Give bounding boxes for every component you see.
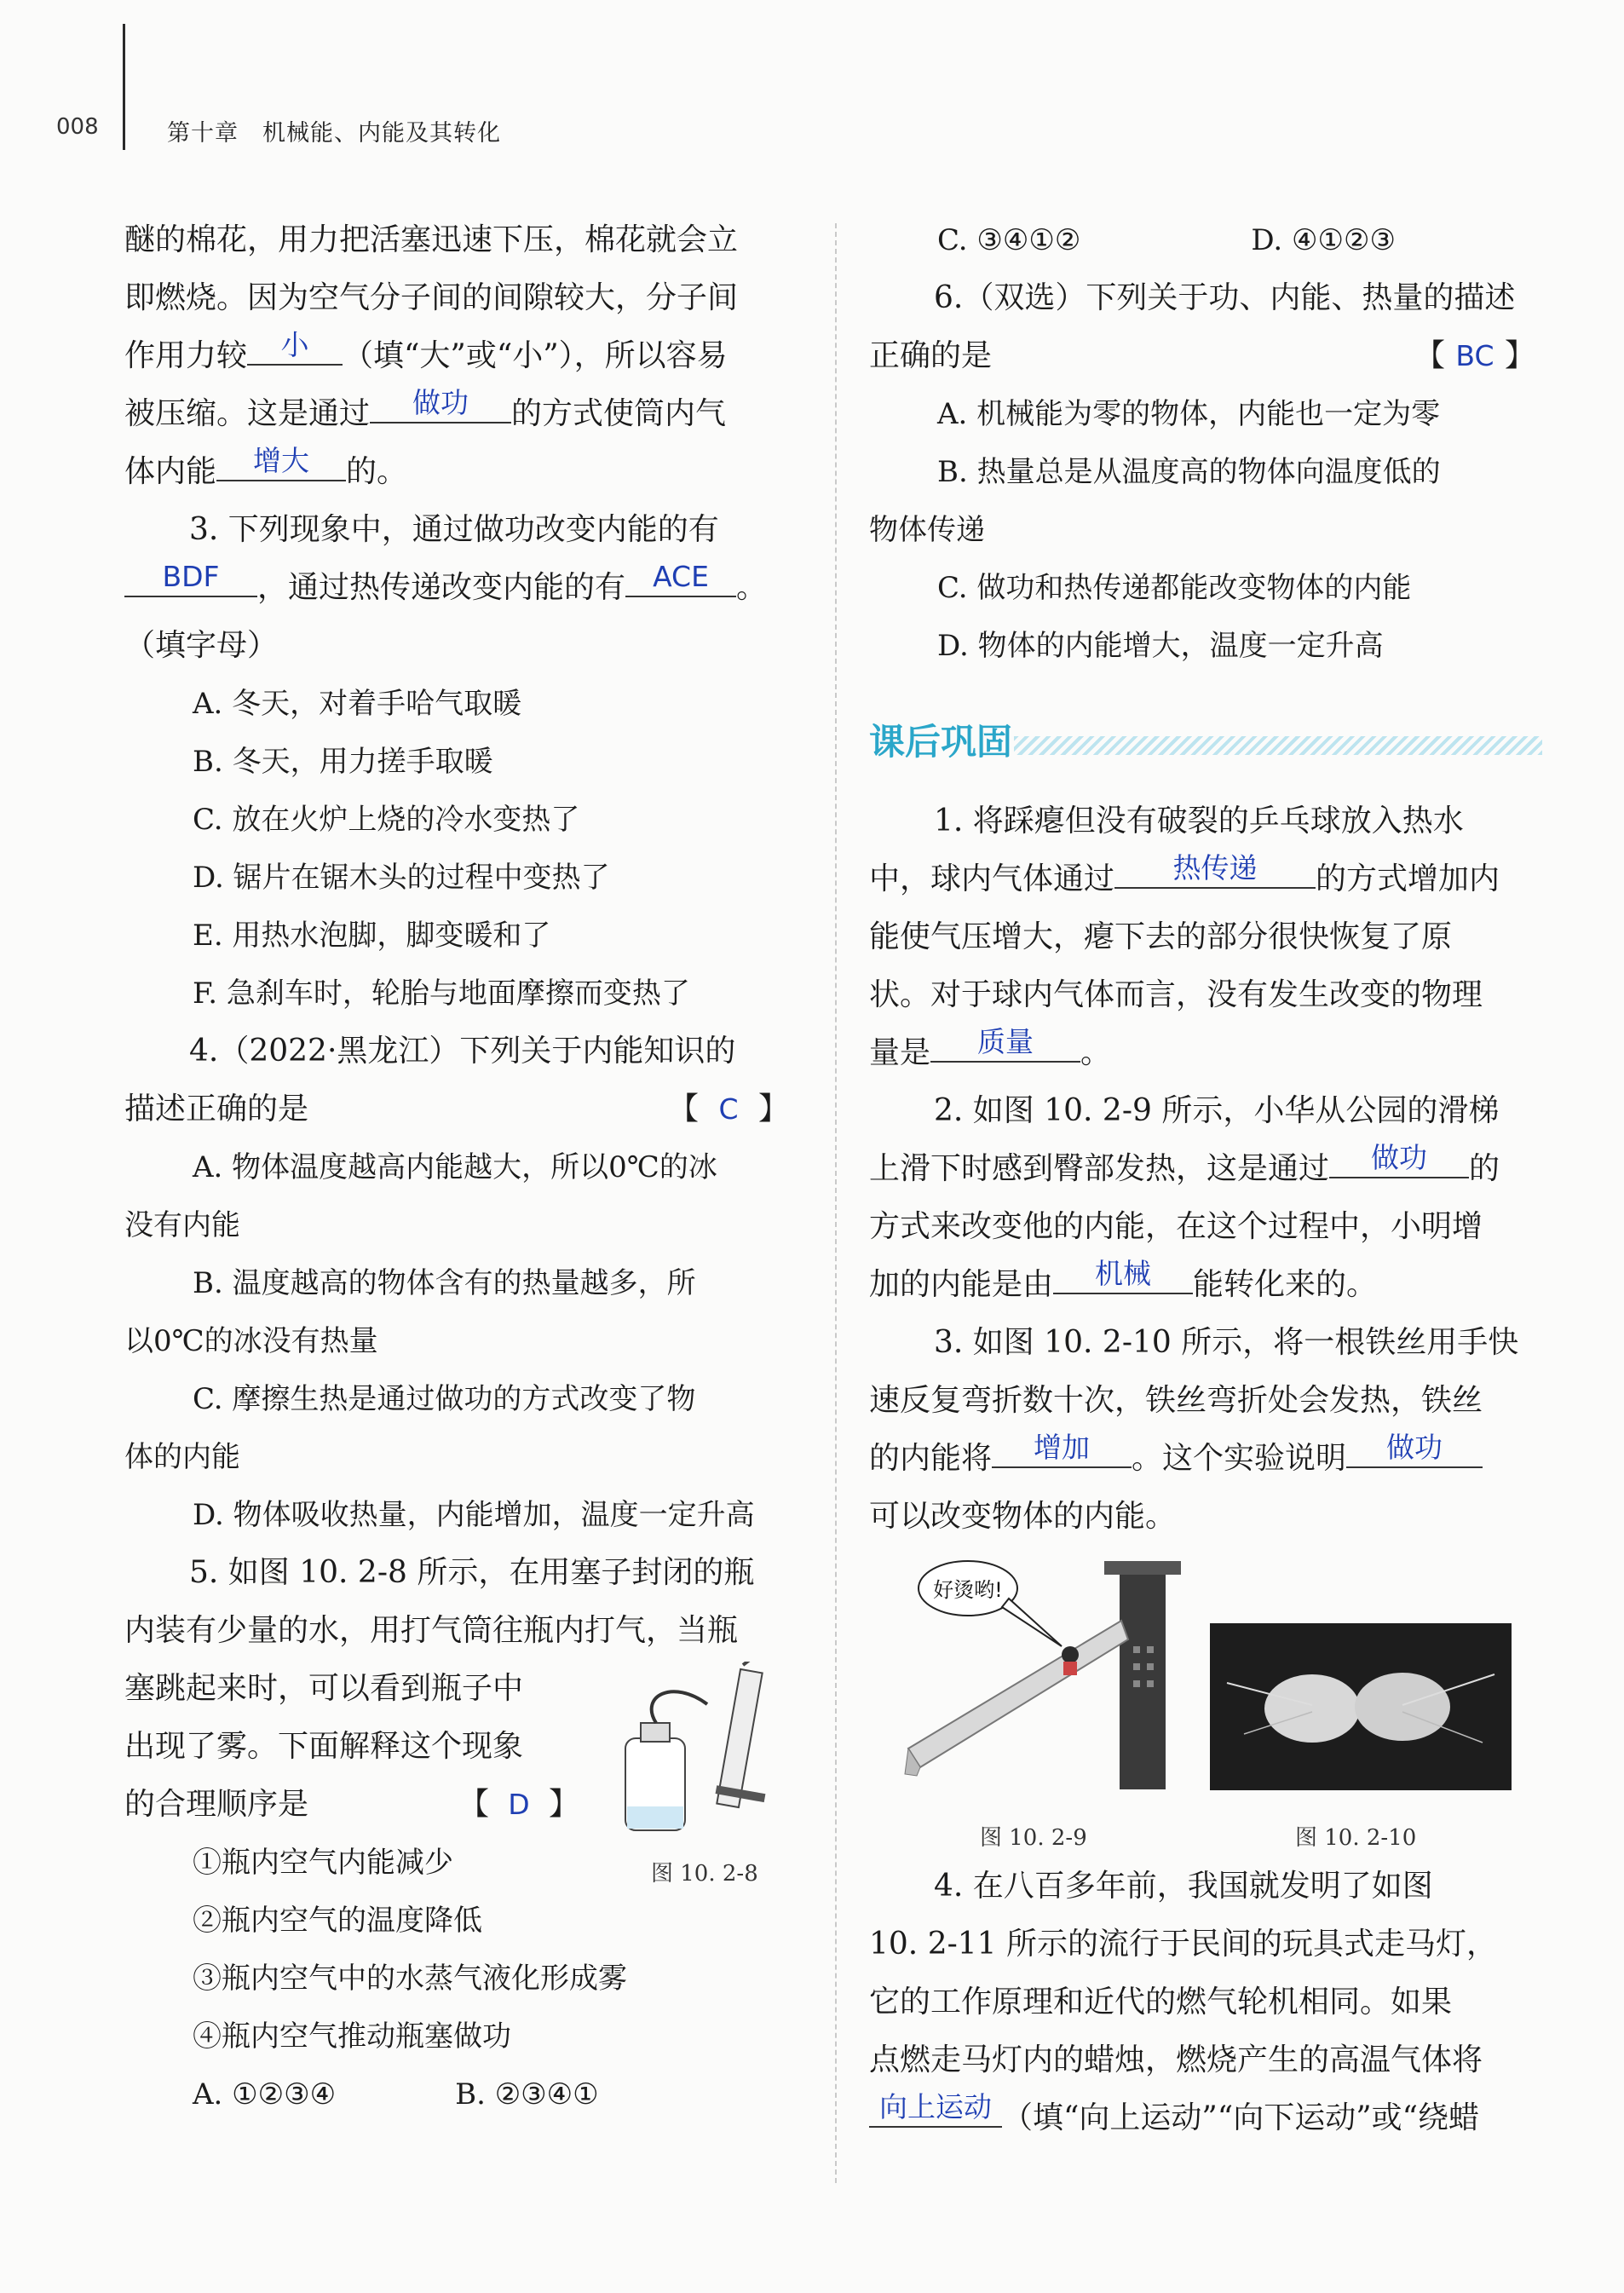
answer-text: 增加 (1034, 1431, 1091, 1464)
answer-blank (370, 386, 511, 423)
option: A. 冬天，对着手哈气取暖 (193, 687, 522, 721)
text-fragment: 体内能 (124, 454, 217, 489)
text-line (869, 2089, 1540, 2147)
option: A. 机械能为零的物体，内能也一定为零 (937, 397, 1441, 431)
answer-bracket: 【 C 】 (668, 1080, 789, 1138)
text-fragment: 能转化来的。 (1193, 1267, 1378, 1302)
text-fragment: 的内能将 (869, 1441, 993, 1476)
text-line (869, 327, 1540, 385)
figure-caption: 图 10. 2-9 (980, 1825, 1087, 1851)
text-fragment: （填“大”或“小”），所以容易 (343, 338, 728, 373)
answer-text: ACE (653, 560, 709, 593)
answer-text: C (718, 1092, 739, 1126)
option-d: D. ④①②③ (1251, 223, 1396, 257)
text-line: 内装有少量的水，用打气筒往瓶内打气，当瓶 (124, 1613, 739, 1648)
answer-text: 机械 (1095, 1257, 1152, 1290)
option (869, 211, 1540, 269)
text-fragment: ，通过热传递改变内能的有 (257, 570, 626, 605)
answer-text: 增大 (253, 444, 310, 477)
text-line: 即燃烧。因为空气分子间的间隙较大，分子间 (124, 280, 739, 315)
option: D. 物体的内能增大，温度一定升高 (937, 629, 1384, 663)
option-b: B. ②③④① (455, 2077, 599, 2112)
text-line (124, 559, 794, 617)
slide-figure (900, 1544, 1181, 1791)
question-6: 6.（双选）下列关于功、内能、热量的描述 (934, 280, 1516, 315)
chapter-title: 第十章 机械能、内能及其转化 (167, 120, 501, 147)
answer-text: 热传递 (1172, 851, 1258, 884)
answer-blank (1329, 1141, 1469, 1178)
option: ②瓶内空气的温度降低 (193, 1904, 482, 1938)
text-line (869, 1430, 1540, 1488)
option: B. 温度越高的物体含有的热量越多，所 (193, 1266, 696, 1300)
problem-3: 3. 如图 10. 2-10 所示，将一根铁丝用手快 (934, 1325, 1519, 1360)
option (124, 2065, 794, 2123)
section-title: 课后巩固 (869, 721, 1013, 763)
answer-blank (1346, 1431, 1483, 1468)
pump-bottle-figure (613, 1662, 792, 1841)
text-line: 醚的棉花，用力把活塞迅速下压，棉花就会立 (124, 222, 739, 257)
answer-text: 做功 (412, 386, 469, 419)
text-line: 点燃走马灯内的蜡烛，燃烧产生的高温气体将 (869, 2042, 1483, 2077)
page-number: 008 (56, 114, 99, 140)
text-line: 塞跳起来时，可以看到瓶子中 (124, 1671, 524, 1706)
option-cont: 物体传递 (869, 513, 985, 547)
answer-text: 质量 (977, 1025, 1034, 1058)
answer-blank (124, 560, 257, 597)
text-fragment: 被压缩。这是通过 (124, 396, 371, 431)
text-line (869, 1024, 1540, 1082)
option-c: C. ③④①② (937, 223, 1081, 257)
text-fragment: 的 (1469, 1151, 1500, 1186)
option: F. 急刹车时，轮胎与地面摩擦而变热了 (193, 977, 690, 1011)
text-line (869, 1140, 1540, 1198)
section-heading (869, 704, 1540, 781)
column-divider (835, 223, 837, 2183)
text-line: 能使气压增大，瘪下去的部分很快恢复了原 (869, 919, 1453, 954)
answer-text: D (508, 1788, 530, 1821)
question-3: 3. 下列现象中，通过做功改变内能的有 (189, 512, 719, 547)
answer-blank (930, 1025, 1080, 1063)
option: E. 用热水泡脚，脚变暖和了 (193, 919, 551, 953)
answer-text: 小 (280, 328, 309, 361)
option-a: A. ①②③④ (193, 2077, 337, 2112)
answer-text: BDF (162, 560, 220, 593)
answer-blank (992, 1431, 1132, 1468)
problem-1: 1. 将踩瘪但没有破裂的乒乓球放入热水 (934, 804, 1464, 838)
text-fragment: 正确的是 (869, 338, 993, 373)
question-5: 5. 如图 10. 2-8 所示，在用塞子封闭的瓶 (189, 1555, 755, 1590)
option: D. 锯片在锯木头的过程中变热了 (193, 861, 610, 895)
option: C. 做功和热传递都能改变物体的内能 (937, 571, 1412, 605)
text-line: 可以改变物体的内能。 (869, 1499, 1177, 1534)
option: A. 物体温度越高内能越大，所以0℃的冰 (193, 1150, 717, 1184)
text-fragment: 的方式使筒内气 (511, 396, 727, 431)
option: B. 冬天，用力搓手取暖 (193, 745, 493, 779)
answer-blank (247, 328, 343, 366)
answer-text: 向上运动 (879, 2090, 992, 2123)
answer-text: 做功 (1386, 1431, 1443, 1464)
text-line: 出现了雾。下面解释这个现象 (124, 1729, 524, 1764)
text-fragment: 。这个实验说明 (1132, 1441, 1347, 1476)
option: ①瓶内空气内能减少 (193, 1846, 453, 1880)
option: C. 摩擦生热是通过做功的方式改变了物 (193, 1382, 696, 1416)
text-line: 状。对于球内气体而言，没有发生改变的物理 (869, 977, 1483, 1012)
section-hatch (1014, 736, 1542, 755)
right-column (869, 211, 1540, 1546)
text-fragment: 作用力较 (124, 338, 248, 373)
text-fragment: 描述正确的是 (124, 1092, 309, 1126)
text-line (124, 1080, 794, 1138)
text-line: 10. 2-11 所示的流行于民间的玩具式走马灯， (869, 1927, 1498, 1962)
answer-text: 做功 (1371, 1141, 1428, 1174)
text-line: 速反复弯折数十次，铁丝弯折处会发热，铁丝 (869, 1383, 1483, 1418)
problem-2: 2. 如图 10. 2-9 所示，小华从公园的滑梯 (934, 1093, 1500, 1128)
answer-blank (1114, 851, 1316, 889)
text-line: （填字母） (124, 628, 279, 663)
option-cont: 体的内能 (124, 1440, 240, 1474)
text-fragment: 上滑下时感到臀部发热，这是通过 (869, 1151, 1330, 1186)
header-rule (123, 24, 125, 150)
answer-bracket: 【 BC 】 (1414, 327, 1535, 385)
option: ④瓶内空气推动瓶塞做功 (193, 2019, 511, 2054)
text-fragment: 中，球内气体通过 (869, 861, 1115, 896)
text-fragment: 加的内能是由 (869, 1267, 1054, 1302)
option: C. 放在火炉上烧的冷水变热了 (193, 803, 580, 837)
text-line (869, 850, 1540, 908)
option-cont: 没有内能 (124, 1208, 240, 1242)
answer-blank (625, 560, 736, 597)
text-fragment: 量是 (869, 1035, 931, 1070)
figure-caption: 图 10. 2-8 (651, 1861, 758, 1887)
text-line: 它的工作原理和近代的燃气轮机相同。如果 (869, 1985, 1453, 2019)
answer-blank (216, 444, 346, 481)
answer-blank (1053, 1257, 1193, 1294)
text-line (869, 1256, 1540, 1314)
speech-bubble-text: 好烫哟! (933, 1578, 1003, 1602)
option: B. 热量总是从温度高的物体向温度低的 (937, 455, 1441, 489)
question-4: 4.（2022·黑龙江）下列关于内能知识的 (189, 1034, 736, 1069)
right-column-bottom (869, 1858, 1540, 2147)
text-line (124, 443, 794, 501)
answer-blank (869, 2090, 1002, 2128)
text-line (124, 1776, 585, 1834)
text-line: 方式来改变他的内能，在这个过程中，小明增 (869, 1209, 1483, 1244)
text-fragment: 。 (736, 570, 768, 605)
option-cont: 以0℃的冰没有热量 (124, 1324, 378, 1358)
figure-caption: 图 10. 2-10 (1295, 1825, 1417, 1851)
text-fragment: 的方式增加内 (1316, 861, 1500, 896)
option: ③瓶内空气中的水蒸气液化形成雾 (193, 1962, 627, 1996)
text-fragment: 。 (1080, 1035, 1112, 1070)
text-fragment: 的。 (346, 454, 408, 489)
text-fragment: 的合理顺序是 (124, 1787, 309, 1822)
wire-bending-figure (1210, 1623, 1512, 1790)
problem-4: 4. 在八百多年前，我国就发明了如图 (934, 1869, 1433, 1904)
answer-bracket: 【 D 】 (458, 1776, 579, 1834)
answer-text: BC (1455, 339, 1494, 372)
text-fragment: （填“向上运动”“向下运动”或“绕蜡 (1002, 2100, 1480, 2135)
option: D. 物体吸收热量，内能增加，温度一定升高 (193, 1498, 755, 1532)
